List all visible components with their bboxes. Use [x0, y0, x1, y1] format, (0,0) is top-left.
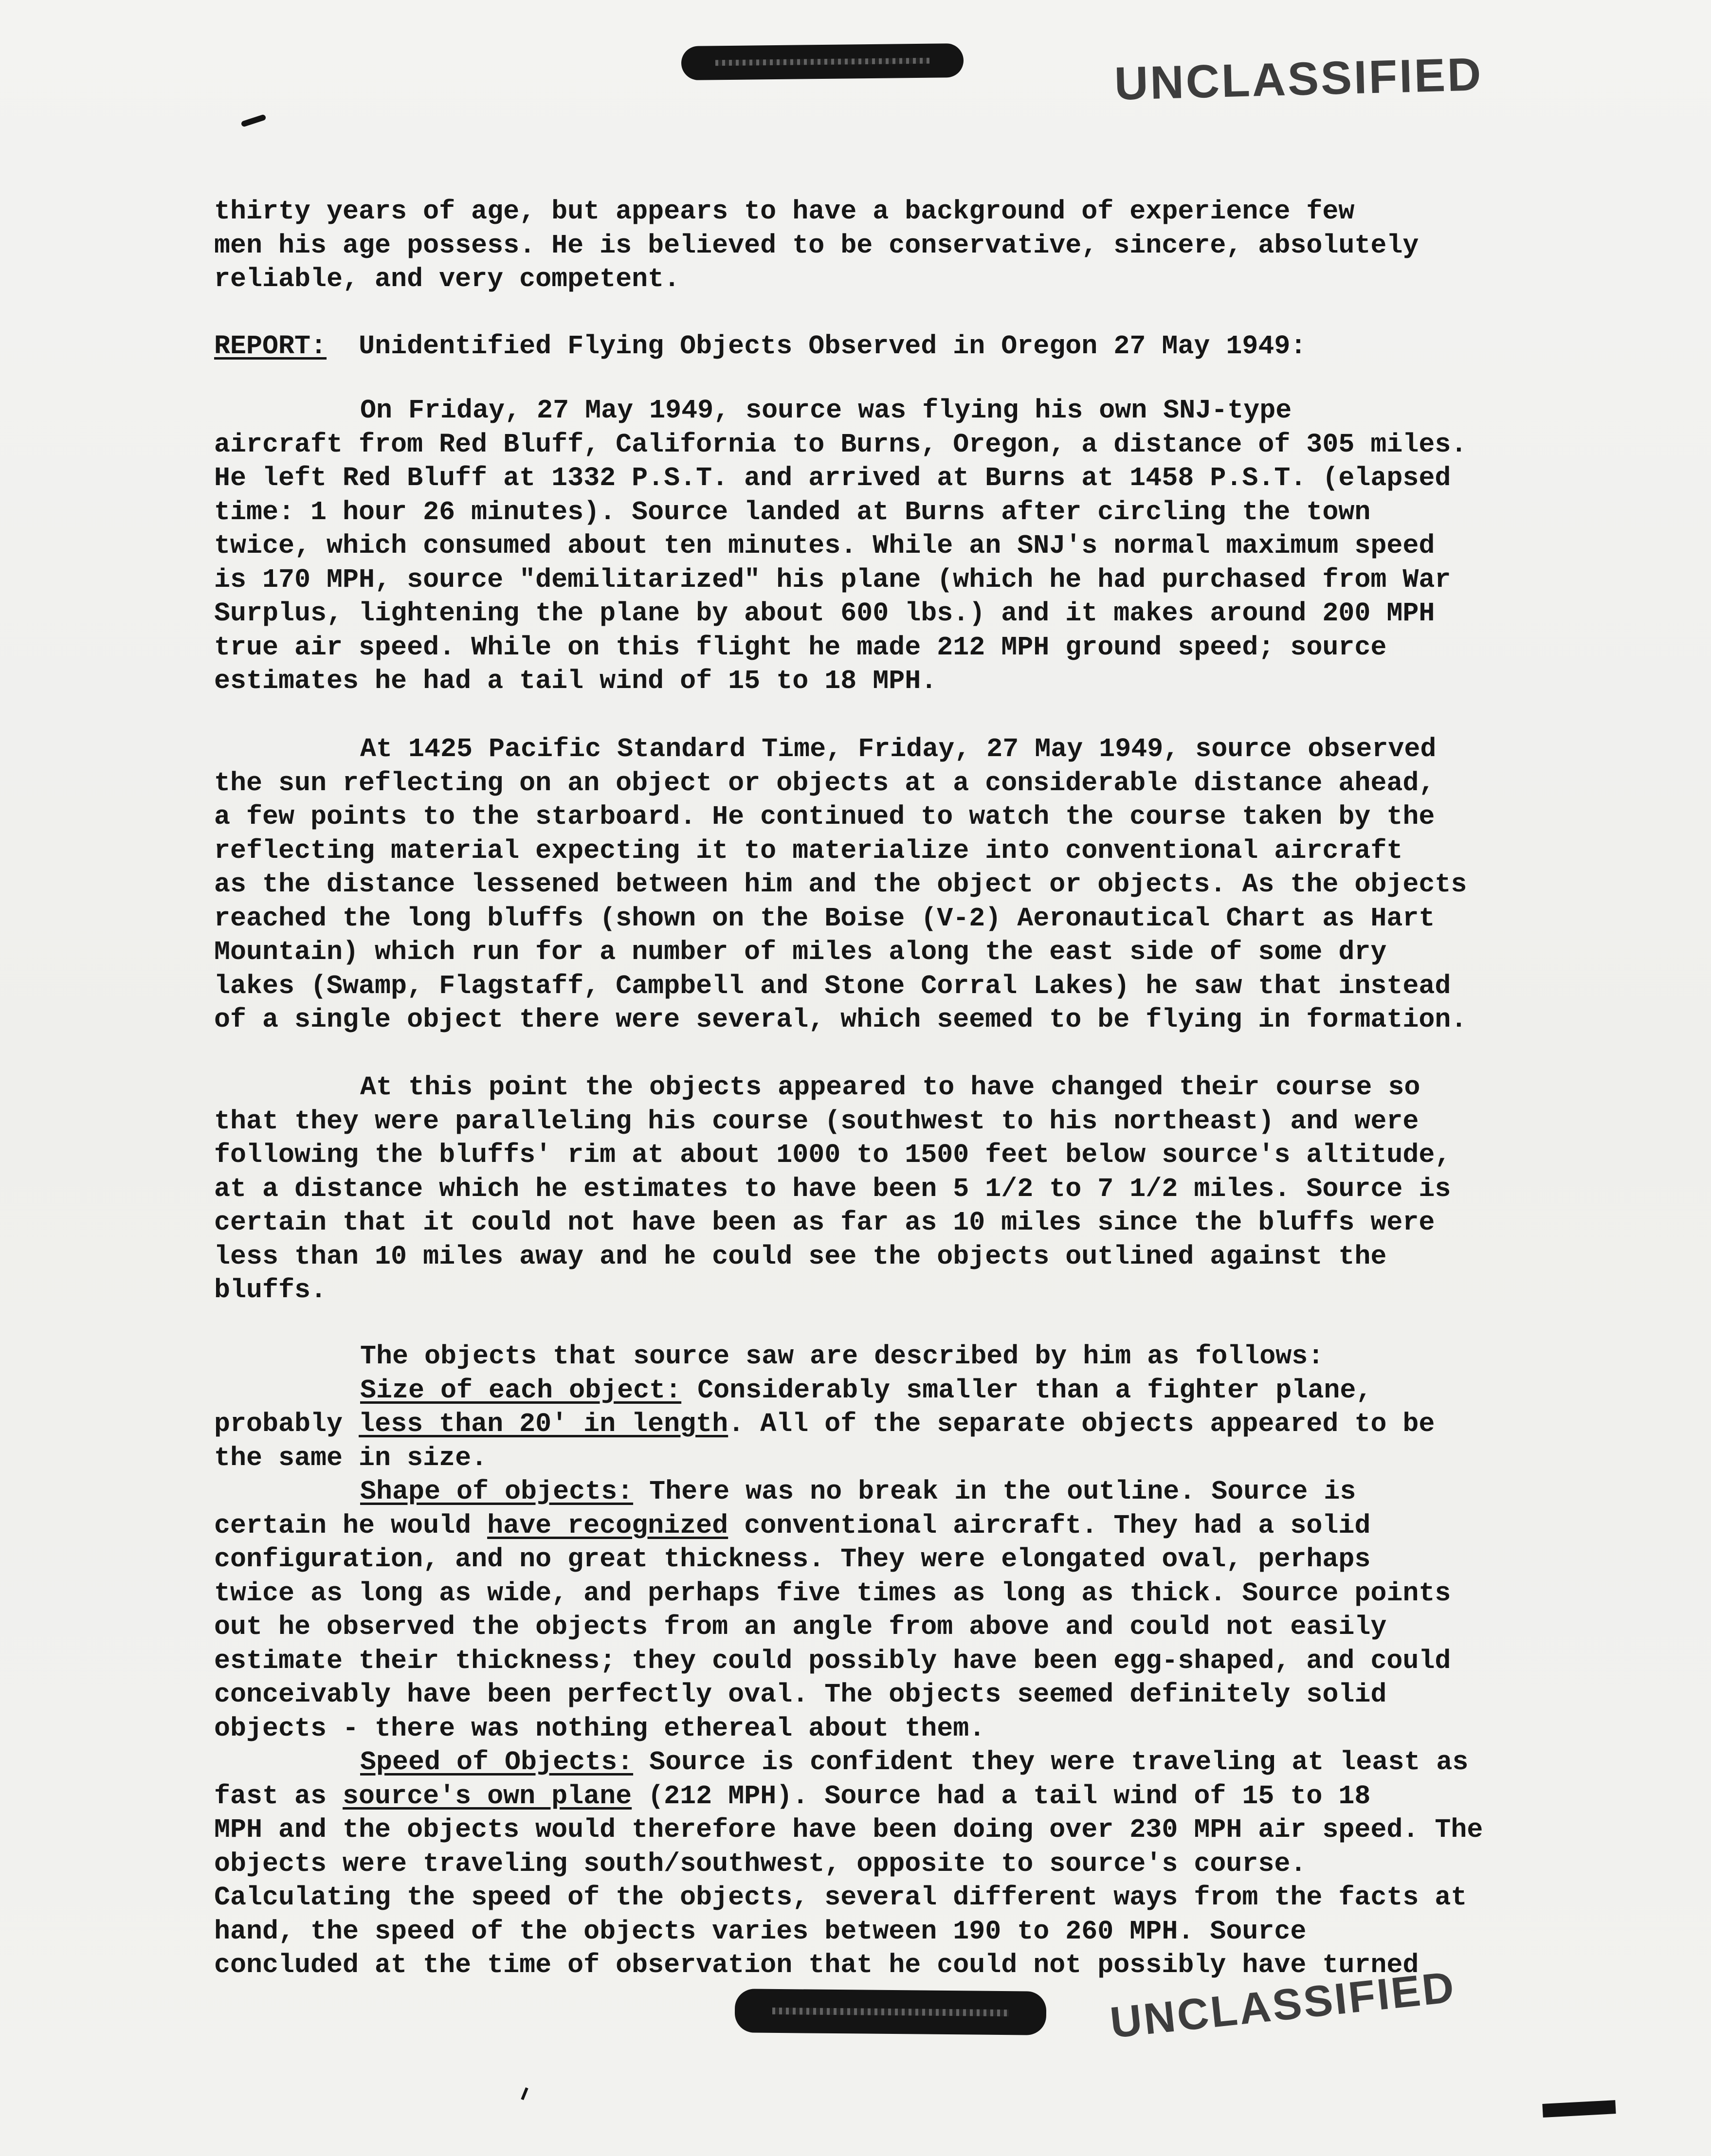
text-line: Mountain) which run for a number of miles along the east side of some dry: [214, 937, 1387, 967]
text-line: men his age possess. He is believed to be conservative, sincere, absolutely: [214, 230, 1419, 261]
text-line: time: 1 hour 26 minutes). Source landed at Burns after circling the town: [214, 496, 1371, 527]
shape-line: [214, 1509, 1606, 1543]
speed-underlined-text: source's own plane: [343, 1780, 632, 1812]
speed-line: [214, 1745, 1606, 1779]
staple-mark-bottom-right: [1542, 2100, 1616, 2118]
paragraph-observation: [214, 732, 1606, 1037]
text-line: Calculating the speed of the objects, several different ways from the facts at: [214, 1882, 1467, 1913]
text-line: conceivably have been perfectly oval. The objects seemed definitely solid: [214, 1679, 1387, 1710]
report-heading: [214, 329, 1606, 363]
redaction-texture-bottom: [772, 2008, 1009, 2017]
text-line: reliable, and very competent.: [214, 264, 680, 294]
text-line: At this point the objects appeared to have changed their course so: [360, 1072, 1420, 1103]
shape-line: [214, 1475, 1606, 1509]
text-line: of a single object there were several, which seemed to be flying in formation.: [214, 1004, 1467, 1035]
text-line: hand, the speed of the objects varies between 190 to 260 MPH. Source: [214, 1916, 1307, 1947]
text-line: concluded at the time of observation that he could not possibly have turned: [214, 1950, 1419, 1980]
report-label: REPORT:: [214, 331, 327, 362]
shape-text: certain he would: [214, 1510, 488, 1541]
text-line: at a distance which he estimates to have been 5 1/2 to 7 1/2 miles. Source is: [214, 1173, 1451, 1204]
text-line: following the bluffs' rim at about 1000 to 1500 feet below source's altitude,: [214, 1140, 1451, 1170]
text-line: He left Red Bluff at 1332 P.S.T. and arrived at Burns at 1458 P.S.T. (elapsed: [214, 463, 1451, 493]
size-text: . All of the separate objects appeared to be: [728, 1409, 1435, 1439]
text-line: reflecting material expecting it to materialize into conventional aircraft: [214, 835, 1403, 866]
text-line: objects - there was nothing ethereal about them.: [214, 1713, 985, 1744]
text-line: The objects that source saw are described by him as follows:: [360, 1341, 1324, 1372]
classification-stamp-bottom: UNCLASSIFIED: [1108, 1963, 1458, 2047]
text-line: configuration, and no great thickness. They were elongated oval, perhaps: [214, 1544, 1371, 1575]
text-line: twice, which consumed about ten minutes. While an SNJ's normal maximum speed: [214, 530, 1435, 561]
intro-paragraph: [214, 195, 1606, 296]
text-line: true air speed. While on this flight he made 212 MPH ground speed; source: [214, 632, 1387, 663]
text-line: thirty years of age, but appears to have a background of experience few: [214, 196, 1355, 227]
text-line: estimates he had a tail wind of 15 to 18 MPH.: [214, 666, 937, 696]
text-line: out he observed the objects from an angle from above and could not easily: [214, 1612, 1387, 1642]
text-line: Surplus, lightening the plane by about 600 lbs.) and it makes around 200 MPH: [214, 598, 1435, 629]
text-line: less than 10 miles away and he could see the objects outlined against the: [214, 1241, 1387, 1272]
text-line: as the distance lessened between him and the object or objects. As the objects: [214, 869, 1467, 900]
speed-heading: Speed of Objects:: [360, 1747, 634, 1777]
size-line: [214, 1407, 1606, 1441]
text-line: objects were traveling south/southwest, opposite to source's course.: [214, 1848, 1307, 1879]
text-line: At 1425 Pacific Standard Time, Friday, 27 May 1949, source observed: [360, 734, 1437, 764]
classification-stamp-top: UNCLASSIFIED: [1113, 48, 1484, 110]
report-spacer: [327, 331, 359, 362]
paragraph-flight: [214, 394, 1606, 698]
redaction-bar-top: [681, 43, 964, 80]
shape-text: There was no break in the outline. Source is: [633, 1476, 1356, 1507]
pen-mark-bottom: [521, 2087, 528, 2100]
text-line: estimate their thickness; they could possibly have been egg-shaped, and could: [214, 1645, 1451, 1676]
shape-text: conventional aircraft. They had a solid: [728, 1510, 1371, 1541]
text-line: certain that it could not have been as far as 10 miles since the bluffs were: [214, 1207, 1435, 1238]
size-underlined-text: less than 20' in length: [359, 1409, 728, 1439]
size-text: probably: [214, 1409, 359, 1439]
shape-heading: Shape of objects:: [360, 1476, 634, 1507]
paragraph-course: [214, 1070, 1606, 1307]
text-line: that they were paralleling his course (southwest to his northeast) and were: [214, 1105, 1419, 1137]
speed-line: [214, 1779, 1606, 1813]
paragraph-description: [214, 1340, 1606, 1982]
text-line: bluffs.: [214, 1275, 327, 1305]
speed-text: fast as: [214, 1780, 343, 1812]
size-line: [214, 1374, 1606, 1408]
pen-mark-top-left: [240, 114, 266, 127]
text-line: aircraft from Red Bluff, California to Burns, Oregon, a distance of 305 miles.: [214, 429, 1467, 460]
redaction-bar-bottom: [735, 1989, 1047, 2035]
text-line: a few points to the starboard. He continued to watch the course taken by the: [214, 801, 1435, 832]
text-line: the same in size.: [214, 1442, 488, 1473]
size-heading: Size of each object:: [360, 1375, 682, 1406]
report-title: Unidentified Flying Objects Observed in Oregon 27 May 1949:: [359, 331, 1307, 362]
speed-text: Source is confident they were traveling at least as: [633, 1747, 1469, 1777]
shape-underlined-text: have recognized: [487, 1510, 728, 1541]
redaction-texture-top: [715, 58, 930, 66]
size-text: Considerably smaller than a fighter plane,: [681, 1375, 1372, 1406]
text-line: is 170 MPH, source "demilitarized" his plane (which he had purchased from War: [214, 564, 1451, 595]
text-line: twice as long as wide, and perhaps five times as long as thick. Source points: [214, 1577, 1451, 1609]
report-heading-line: [214, 329, 1606, 363]
speed-text: (212 MPH). Source had a tail wind of 15 to 18: [632, 1780, 1371, 1812]
text-line: lakes (Swamp, Flagstaff, Campbell and Stone Corral Lakes) he saw that instead: [214, 970, 1451, 1001]
text-line: MPH and the objects would therefore have been doing over 230 MPH air speed. The: [214, 1814, 1483, 1845]
text-line: the sun reflecting on an object or objects at a considerable distance ahead,: [214, 767, 1435, 798]
text-line: reached the long bluffs (shown on the Boise (V-2) Aeronautical Chart as Hart: [214, 903, 1435, 934]
text-line: On Friday, 27 May 1949, source was flying his own SNJ-type: [360, 395, 1292, 426]
